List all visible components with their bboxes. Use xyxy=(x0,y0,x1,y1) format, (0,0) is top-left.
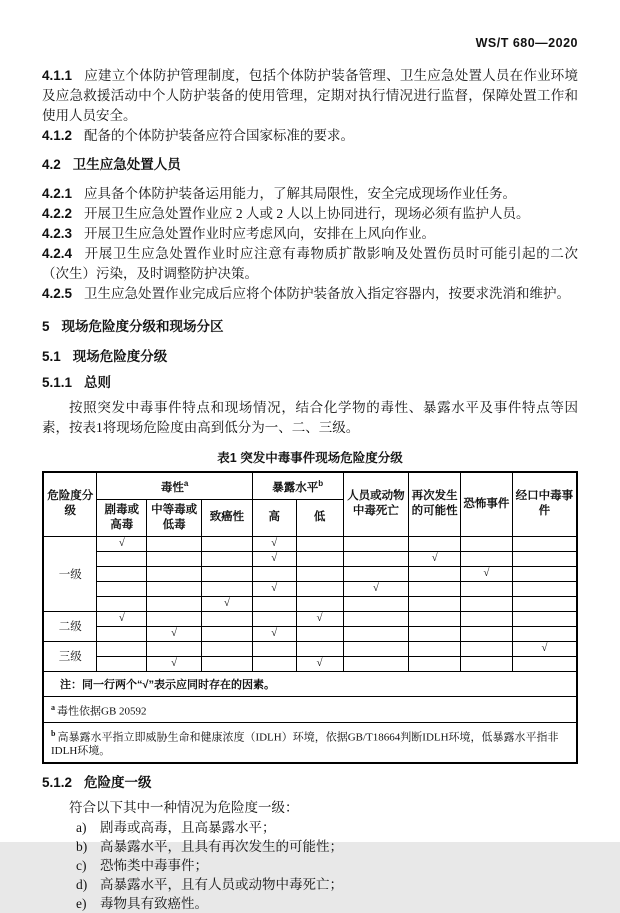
empty-cell xyxy=(97,566,147,581)
list-marker: e) xyxy=(76,896,87,912)
footnote-marker: b xyxy=(51,729,56,739)
empty-cell xyxy=(512,656,577,671)
empty-cell xyxy=(252,656,296,671)
empty-cell xyxy=(409,566,461,581)
footnote-marker: a xyxy=(51,702,55,712)
table-row xyxy=(43,551,577,566)
heading-4-2 xyxy=(42,158,578,172)
empty-cell xyxy=(343,626,409,641)
heading-title: 现场危险度分级和现场分区 xyxy=(61,319,224,334)
empty-cell xyxy=(461,626,513,641)
col-group-toxicity xyxy=(97,472,252,499)
empty-cell xyxy=(461,551,513,566)
clause-4-2-2 xyxy=(42,204,578,224)
heading-number: 5.1.2 xyxy=(42,775,73,791)
paragraph-5-1-1: 按照突发中毒事件特点和现场情况，结合化学物的毒性、暴露水平及事件特点等因素，按表1将现场危险度由高到低分为一、二、三级。 xyxy=(42,400,578,435)
empty-cell xyxy=(343,536,409,551)
table-row xyxy=(43,626,577,641)
clause-number: 4.1.1 xyxy=(42,68,73,83)
empty-cell xyxy=(409,641,461,656)
empty-cell xyxy=(512,566,577,581)
empty-cell xyxy=(409,626,461,641)
list-item xyxy=(42,875,578,894)
empty-cell xyxy=(202,641,253,656)
condition-list xyxy=(42,818,578,913)
empty-cell xyxy=(409,656,461,671)
heading-number: 5.1.1 xyxy=(42,375,73,390)
empty-cell xyxy=(409,581,461,596)
empty-cell xyxy=(512,536,577,551)
paragraph-5-1-2: 符合以下其中一种情况为危险度一级： xyxy=(69,800,299,816)
table1-body xyxy=(43,536,577,763)
col-death: 人员或动物中毒死亡 xyxy=(343,472,409,536)
table-row xyxy=(43,641,577,656)
empty-cell xyxy=(147,611,202,626)
empty-cell xyxy=(202,566,253,581)
empty-cell xyxy=(147,536,202,551)
clause-4-2-1 xyxy=(42,184,578,204)
heading-5-1-2 xyxy=(42,776,578,790)
clause-4-1-1 xyxy=(42,66,578,126)
empty-cell xyxy=(461,596,513,611)
table-note-row xyxy=(43,671,577,696)
empty-cell xyxy=(202,536,253,551)
clause-number: 4.1.2 xyxy=(42,128,73,143)
check-mark-cell: √ xyxy=(252,581,296,596)
empty-cell xyxy=(296,566,343,581)
check-mark-cell: √ xyxy=(252,536,296,551)
clause-4-2-4 xyxy=(42,244,578,284)
empty-cell xyxy=(97,641,147,656)
empty-cell xyxy=(512,611,577,626)
empty-cell xyxy=(296,581,343,596)
col-label: 暴露水平 xyxy=(272,481,319,494)
empty-cell xyxy=(202,611,253,626)
list-item xyxy=(42,894,578,913)
check-mark-cell: √ xyxy=(296,611,343,626)
table-footnote: $^b$ 高暴露水平指立即威胁生命和健康浓度（IDLH）环境，依据GB/T18664判断IDLH环境，低暴露水平指非IDLH环境。 xyxy=(43,723,577,763)
col-highly-toxic: 剧毒或高毒 xyxy=(97,499,147,536)
col-exposure-low: 低 xyxy=(296,499,343,536)
table1-head xyxy=(43,472,577,536)
check-mark-cell: √ xyxy=(343,581,409,596)
clause-text: 应建立个体防护管理制度，包括个体防护装备管理、卫生应急处置人员在作业环境及应急救援活动中个人防护装备的使用管理，定期对执行情况进行监督，保障处置工作和使用人员安全。 xyxy=(42,68,578,123)
list-text: 高暴露水平，且具有再次发生的可能性； xyxy=(100,839,343,855)
col-moderate-toxic: 中等毒或低毒 xyxy=(147,499,202,536)
check-mark-cell: √ xyxy=(97,611,147,626)
empty-cell xyxy=(147,641,202,656)
empty-cell xyxy=(97,596,147,611)
check-mark-cell: √ xyxy=(409,551,461,566)
empty-cell xyxy=(409,596,461,611)
clause-number: 4.2.2 xyxy=(42,206,73,221)
list-item xyxy=(42,856,578,875)
empty-cell xyxy=(296,536,343,551)
heading-5-1 xyxy=(42,350,578,364)
empty-cell xyxy=(97,626,147,641)
heading-number: 5 xyxy=(42,319,50,334)
check-mark-cell: √ xyxy=(147,656,202,671)
empty-cell xyxy=(512,626,577,641)
table-row xyxy=(43,596,577,611)
clause-number: 4.2.5 xyxy=(42,286,73,301)
clause-text: 配备的个体防护装备应符合国家标准的要求。 xyxy=(84,128,355,143)
heading-title: 现场危险度分级 xyxy=(72,349,168,364)
check-mark-cell: √ xyxy=(147,626,202,641)
empty-cell xyxy=(409,611,461,626)
empty-cell xyxy=(296,626,343,641)
empty-cell xyxy=(409,536,461,551)
empty-cell xyxy=(461,611,513,626)
empty-cell xyxy=(343,596,409,611)
empty-cell xyxy=(461,536,513,551)
table-footnote-row xyxy=(43,723,577,763)
list-marker: c) xyxy=(76,858,87,874)
empty-cell xyxy=(343,551,409,566)
table-row xyxy=(43,611,577,626)
list-text: 剧毒或高毒，且高暴露水平； xyxy=(100,820,276,836)
list-marker: b) xyxy=(76,839,88,855)
empty-cell xyxy=(97,551,147,566)
check-mark-cell: √ xyxy=(202,596,253,611)
check-mark-cell: √ xyxy=(512,641,577,656)
risk-level-cell: 三级 xyxy=(43,641,97,671)
empty-cell xyxy=(512,581,577,596)
clause-text: 开展卫生应急处置作业时应考虑风向，安排在上风向作业。 xyxy=(84,226,436,241)
clause-text: 卫生应急处置作业完成后应将个体防护装备放入指定容器内，按要求洗消和维护。 xyxy=(84,286,571,301)
check-mark-cell: √ xyxy=(461,566,513,581)
table-header-row-1 xyxy=(43,472,577,499)
clause-number: 4.2.3 xyxy=(42,226,73,241)
col-risk-level: 危险度分级 xyxy=(43,472,97,536)
list-item xyxy=(42,818,578,837)
empty-cell xyxy=(202,626,253,641)
empty-cell xyxy=(512,551,577,566)
clause-4-2-5 xyxy=(42,284,578,304)
empty-cell xyxy=(252,611,296,626)
table-footnote-row xyxy=(43,696,577,723)
col-carcinogenic: 致癌性 xyxy=(202,499,253,536)
list-marker: d) xyxy=(76,877,88,893)
clause-text: 开展卫生应急处置作业时应注意有毒物质扩散影响及处置伤员时可能引起的二次（次生）污染，及时调整防护决策。 xyxy=(42,246,578,281)
clause-4-1-2 xyxy=(42,126,578,146)
empty-cell xyxy=(343,656,409,671)
col-terror: 恐怖事件 xyxy=(461,472,513,536)
table-footnote: $^a$ 毒性依据GB 20592 xyxy=(43,696,577,723)
list-text: 高暴露水平，且有人员或动物中毒死亡； xyxy=(100,877,343,893)
empty-cell xyxy=(147,581,202,596)
col-recurrence: 再次发生的可能性 xyxy=(409,472,461,536)
risk-level-cell: 二级 xyxy=(43,611,97,641)
table-row xyxy=(43,581,577,596)
footnote-ref-b: b xyxy=(318,479,324,488)
empty-cell xyxy=(97,656,147,671)
heading-number: 5.1 xyxy=(42,349,61,364)
empty-cell xyxy=(296,641,343,656)
heading-title: 危险度一级 xyxy=(84,775,152,791)
footnote-ref-a: a xyxy=(183,479,189,488)
clause-4-2-3 xyxy=(42,224,578,244)
col-exposure-high: 高 xyxy=(252,499,296,536)
heading-number: 4.2 xyxy=(42,157,61,172)
table1 xyxy=(42,471,578,764)
empty-cell xyxy=(252,566,296,581)
empty-cell xyxy=(252,641,296,656)
heading-5-1-1 xyxy=(42,376,578,390)
col-group-exposure xyxy=(252,472,343,499)
empty-cell xyxy=(202,551,253,566)
list-item xyxy=(42,837,578,856)
empty-cell xyxy=(147,596,202,611)
empty-cell xyxy=(343,641,409,656)
heading-title: 卫生应急处置人员 xyxy=(72,157,181,172)
clause-number: 4.2.4 xyxy=(42,246,73,261)
heading-5 xyxy=(42,320,578,334)
clause-number: 4.2.1 xyxy=(42,186,73,201)
check-mark-cell: √ xyxy=(252,626,296,641)
empty-cell xyxy=(512,596,577,611)
empty-cell xyxy=(461,641,513,656)
risk-level-cell: 一级 xyxy=(43,536,97,611)
table-row xyxy=(43,536,577,551)
empty-cell xyxy=(343,611,409,626)
empty-cell xyxy=(147,551,202,566)
check-mark-cell: √ xyxy=(97,536,147,551)
table1-caption: 表1 突发中毒事件现场危险度分级 xyxy=(217,451,403,465)
empty-cell xyxy=(202,581,253,596)
table-row xyxy=(43,656,577,671)
empty-cell xyxy=(461,581,513,596)
list-text: 恐怖类中毒事件； xyxy=(100,858,208,874)
empty-cell xyxy=(252,596,296,611)
col-label: 毒性 xyxy=(160,481,184,494)
table-row xyxy=(43,566,577,581)
check-mark-cell: √ xyxy=(296,656,343,671)
empty-cell xyxy=(461,656,513,671)
list-marker: a) xyxy=(76,820,87,836)
empty-cell xyxy=(147,566,202,581)
check-mark-cell: √ xyxy=(252,551,296,566)
list-text: 毒物具有致癌性。 xyxy=(100,896,208,912)
standard-number-header: WS/T 680—2020 xyxy=(475,36,578,50)
table-note: 注：同一行两个“√”表示应同时存在的因素。 xyxy=(43,671,577,696)
heading-title: 总则 xyxy=(84,375,112,390)
col-oral: 经口中毒事件 xyxy=(512,472,577,536)
empty-cell xyxy=(296,596,343,611)
empty-cell xyxy=(296,551,343,566)
empty-cell xyxy=(202,656,253,671)
empty-cell xyxy=(343,566,409,581)
empty-cell xyxy=(97,581,147,596)
clause-text: 开展卫生应急处置作业应 2 人或 2 人以上协同进行，现场必须有监护人员。 xyxy=(84,206,530,221)
clause-text: 应具备个体防护装备运用能力，了解其局限性，安全完成现场作业任务。 xyxy=(84,186,517,201)
